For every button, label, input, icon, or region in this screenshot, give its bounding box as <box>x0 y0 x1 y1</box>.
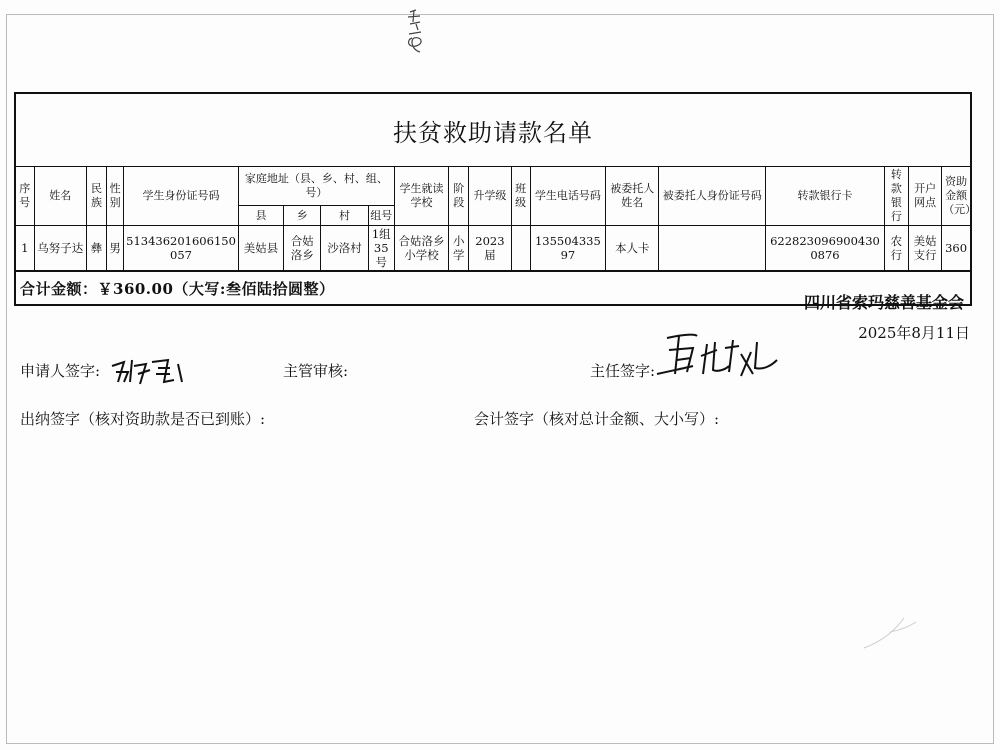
header-row <box>16 167 970 206</box>
total-amount: 合计金额：￥360.00（大写:叁佰陆拾圆整） <box>16 271 970 304</box>
cell-bank-card: 6228230969004300876 <box>766 226 885 271</box>
applicant-signature <box>108 352 188 388</box>
header-trustee-name: 被委托人姓名 <box>606 167 659 226</box>
header-stage: 阶段 <box>449 167 469 226</box>
header-ethnicity: 民族 <box>86 167 106 226</box>
cell-village: 沙洛村 <box>321 226 368 271</box>
applicant-signature-label: 申请人签字: <box>20 362 101 380</box>
header-county: 县 <box>238 206 283 226</box>
header-enroll-year: 升学级 <box>469 167 511 226</box>
handwritten-note <box>402 8 432 54</box>
cell-trustee-name: 本人卡 <box>606 226 659 271</box>
header-seq: 序号 <box>16 167 34 226</box>
cell-bank: 农行 <box>884 226 908 271</box>
header-amount: 资助金额（元） <box>942 167 970 226</box>
cell-enroll-year: 2023届 <box>469 226 511 271</box>
paper-mark <box>860 612 920 652</box>
director-signature <box>655 330 785 388</box>
header-school: 学生就读学校 <box>394 167 448 226</box>
cell-seq: 1 <box>16 226 34 271</box>
header-name: 姓名 <box>34 167 86 226</box>
header-township: 乡 <box>284 206 321 226</box>
cell-trustee-id <box>659 226 766 271</box>
cell-school: 合姑洛乡小学校 <box>394 226 448 271</box>
cell-amount: 360 <box>942 226 970 271</box>
table-row <box>16 226 970 271</box>
supervisor-review-label: 主管审核: <box>283 362 349 380</box>
accountant-signature-label: 会计签字（核对总计金额、大小写）: <box>474 410 720 428</box>
cell-township: 合姑洛乡 <box>284 226 321 271</box>
cell-stage: 小学 <box>449 226 469 271</box>
cell-group: 1组35号 <box>368 226 394 271</box>
header-bank-card: 转款银行卡 <box>766 167 885 226</box>
cashier-signature-label: 出纳签字（核对资助款是否已到账）: <box>20 410 266 428</box>
cell-id-number: 513436201606150057 <box>124 226 239 271</box>
header-id-number: 学生身份证号码 <box>124 167 239 226</box>
header-trustee-id: 被委托人身份证号码 <box>659 167 766 226</box>
cell-branch: 美姑支行 <box>908 226 941 271</box>
cell-gender: 男 <box>107 226 124 271</box>
header-group: 组号 <box>368 206 394 226</box>
cell-class <box>511 226 530 271</box>
header-branch: 开户网点 <box>908 167 941 226</box>
header-gender: 性别 <box>107 167 124 226</box>
cell-ethnicity: 彝 <box>86 226 106 271</box>
header-class: 班级 <box>511 167 530 226</box>
header-address: 家庭地址（县、乡、村、组、号） <box>238 167 394 206</box>
cell-name: 乌努子达 <box>34 226 86 271</box>
cell-phone: 13550433597 <box>530 226 605 271</box>
header-phone: 学生电话号码 <box>530 167 605 226</box>
request-form <box>14 92 977 306</box>
header-village: 村 <box>321 206 368 226</box>
form-title: 扶贫救助请款名单 <box>16 94 970 167</box>
header-bank: 转款银行 <box>884 167 908 226</box>
recipient-table <box>16 167 977 271</box>
organization-name: 四川省索玛慈善基金会 <box>803 293 964 312</box>
document-date: 2025年8月11日 <box>858 324 970 342</box>
director-signature-label: 主任签字: <box>590 362 656 380</box>
cell-county: 美姑县 <box>238 226 283 271</box>
